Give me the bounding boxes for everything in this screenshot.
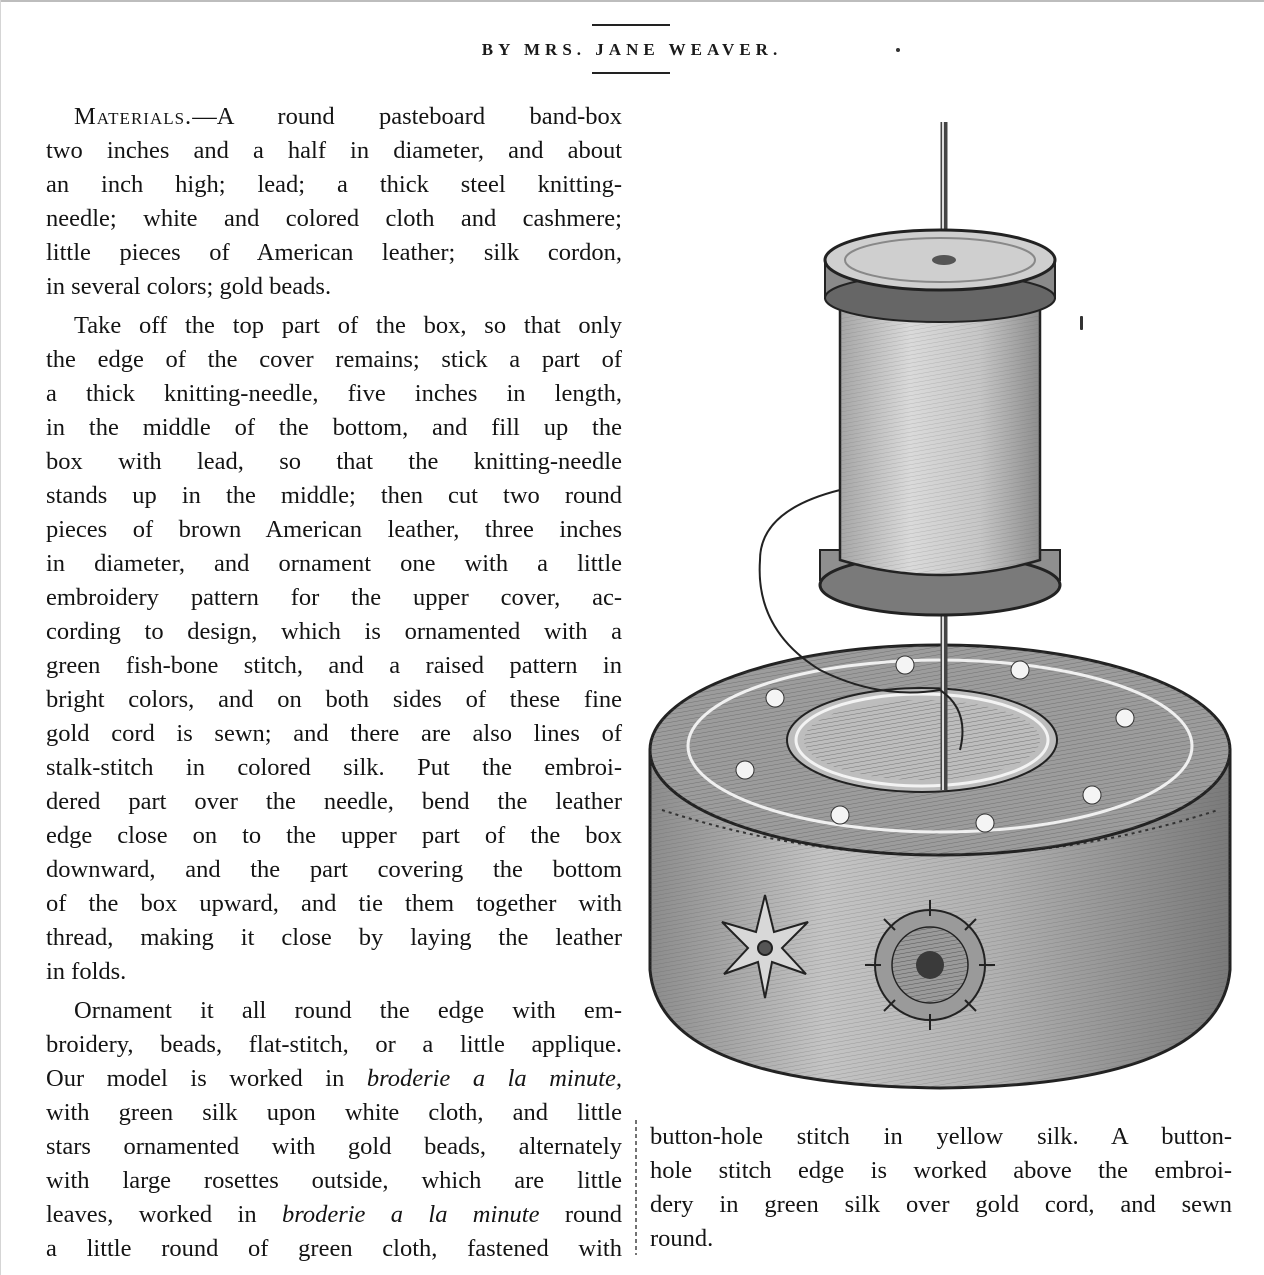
- italic-term: broderie a la minute,: [366, 1065, 622, 1092]
- text-line: box with lead, so that the knitting-needle: [46, 448, 622, 475]
- page-left-border: [0, 0, 1, 1275]
- column-divider: [634, 1120, 638, 1255]
- text-line: button-hole stitch in yellow silk. A button-: [650, 1123, 1232, 1150]
- text-line: little pieces of American leather; silk cordon,: [46, 239, 622, 266]
- rosette-ornament: [865, 900, 995, 1030]
- text-line: pieces of brown American leather, three inches: [46, 516, 622, 543]
- text-line: Take off the top part of the box, so that only: [74, 312, 622, 339]
- text-line: Ornament it all round the edge with em-: [74, 997, 622, 1024]
- text-line: green fish-bone stitch, and a raised pattern in: [46, 652, 622, 679]
- text-line: with large rosettes outside, which are little: [46, 1167, 622, 1194]
- materials-paragraph: [46, 100, 622, 304]
- needle-case-illustration: [640, 110, 1240, 1095]
- text-line: needle; white and colored cloth and cashmere;: [46, 205, 622, 232]
- text-line: hole stitch edge is worked above the embroi-: [650, 1157, 1232, 1184]
- text-line: cording to design, which is ornamented with a: [46, 618, 622, 645]
- text-line: [46, 1198, 622, 1232]
- text-line: in several colors; gold beads.: [46, 273, 332, 300]
- text-line: [46, 1062, 622, 1096]
- text-line: thread, making it close by laying the leather: [46, 924, 622, 951]
- text-span: leaves, worked in: [46, 1201, 282, 1228]
- text-line: downward, and the part covering the bottom: [46, 856, 622, 883]
- text-line: in folds.: [46, 958, 127, 985]
- materials-label: Materials.: [74, 103, 193, 130]
- text-line: two inches and a half in diameter, and about: [46, 137, 622, 164]
- text-line: edge close on to the upper part of the box: [46, 822, 622, 849]
- band-box: [650, 645, 1230, 1088]
- text-line: dered part over the needle, bend the leather: [46, 788, 622, 815]
- text-line: in diameter, and ornament one with a little: [46, 550, 622, 577]
- print-speck: [896, 48, 900, 52]
- text-line: gold cord is sewn; and there are also lines of: [46, 720, 622, 747]
- text-line: stalk-stitch in colored silk. Put the embroi-: [46, 754, 622, 781]
- text-line: round.: [650, 1225, 714, 1252]
- header-rule-top: [592, 24, 670, 26]
- right-column: [650, 1120, 1232, 1256]
- text-line: dery in green silk over gold cord, and sewn: [650, 1191, 1232, 1218]
- text-line: a thick knitting-needle, five inches in length,: [46, 380, 622, 407]
- text-line: stars ornamented with gold beads, alternately: [46, 1133, 622, 1160]
- italic-term: broderie a la minute: [281, 1201, 540, 1228]
- text-line: the edge of the cover remains; stick a part of: [46, 346, 622, 373]
- instructions-paragraph: [46, 309, 622, 989]
- text-line: of the box upward, and tie them together with: [46, 890, 622, 917]
- text-line: broidery, beads, flat-stitch, or a little applique.: [46, 1031, 622, 1058]
- text-line: a little round of green cloth, fastened with: [46, 1235, 622, 1262]
- text-line: stands up in the middle; then cut two round: [46, 482, 622, 509]
- text-line: an inch high; lead; a thick steel knitting-: [46, 171, 622, 198]
- text-line: embroidery pattern for the upper cover, ac-: [46, 584, 622, 611]
- text-span: round: [539, 1201, 623, 1228]
- header-rule-bottom: [592, 72, 670, 74]
- page-top-border: [0, 0, 1264, 2]
- text-line: bright colors, and on both sides of these fine: [46, 686, 622, 713]
- thread-spool: [820, 230, 1060, 615]
- text-line: in the middle of the bottom, and fill up the: [46, 414, 622, 441]
- ornament-paragraph: [46, 994, 622, 1266]
- text-line: [46, 100, 622, 134]
- text-span: Our model is worked in: [46, 1065, 367, 1092]
- text-line: with green silk upon white cloth, and little: [46, 1099, 622, 1126]
- left-column: [46, 100, 622, 1266]
- byline: BY MRS. JANE WEAVER.: [481, 40, 783, 59]
- text-span: —A round pasteboard band-box: [192, 103, 622, 130]
